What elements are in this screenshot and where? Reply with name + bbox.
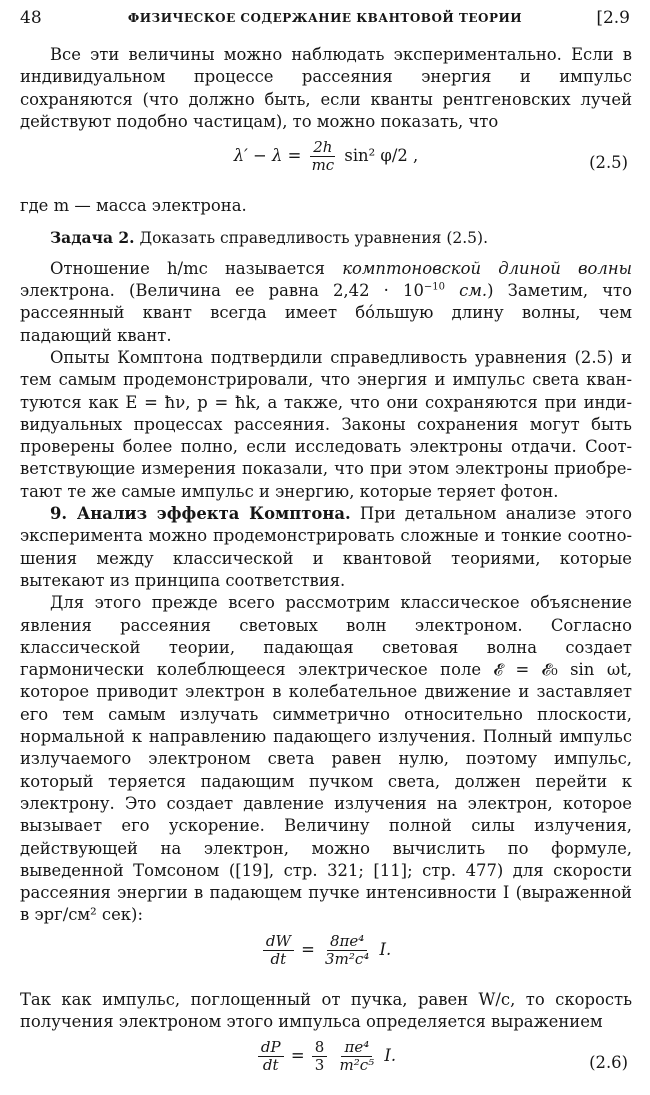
task-2 (20, 227, 632, 249)
section-9-title: 9. Анализ эффекта Комптона. (50, 504, 351, 524)
paragraph-3: Отношение h/mc называется комптоновской длиной волны электрона. (Величина ее равна $2,42 \cdot 10^{-10}$ см.) Заметим, что рассеянный квант всегда имеет бо́льшую длину волны, чем падающий квант. (20, 258, 633, 345)
task-text: Доказать справедливость уравнения (2.5). (139, 229, 489, 248)
eq-2-6-coefficient: $\frac{8}{3}$ (312, 1039, 328, 1074)
equation-2-6: $\frac{dP}{dt}$ = $\frac{8}{3}$ $\frac{\text{πe⁴}}{\text{m²c⁵}}$ I. (2.6) (20, 1039, 632, 1089)
page-number: 48 (20, 8, 42, 28)
page-body (20, 44, 632, 1095)
eq-2-5-lhs: λ′ − λ = (233, 146, 302, 166)
running-title: ФИЗИЧЕСКОЕ СОДЕРЖАНИЕ КВАНТОВОЙ ТЕОРИИ (127, 11, 523, 25)
eq-2-6-rhs-fraction: $\frac{\text{πe⁴}}{\text{m²c⁵}}$ (339, 1038, 375, 1075)
paragraph-1: Все эти величины можно наблюдать экспериментально. Если в индивидуальном процессе рассеяния энергия и импульс сохраняются (что должно быть, если кванты рентгеновских лучей действуют подобно частицам), то можно показать, что (20, 45, 632, 131)
eq-2-6-lhs-fraction: $\frac{dP}{dt}$ (258, 1039, 284, 1074)
paragraph-6: Так как импульс, поглощенный от пучка, равен W/c, то скорость получения электроном этого импульса определяется выражением (20, 989, 632, 1031)
page-header (20, 8, 630, 28)
section-9-paragraph: 9. Анализ эффекта Комптона. При детальном анализе этого эксперимента можно продемонстрировать сложные и тонкие соотношения между классической и квантовой теориями, которые вытекают из принципа соответствия. (20, 504, 632, 590)
equation-2-5 (20, 139, 632, 189)
equation-number-2-6: (2.6) (589, 1053, 628, 1073)
eq-dw-rhs-fraction: $\frac{\text{8πe⁴}}{\text{3m²c⁴}}$ (325, 931, 370, 968)
paragraph-5: Для этого прежде всего рассмотрим классическое объяснение явления рассеяния световых волн электроном. Согласно классической теории, падающая световая волна создает гармонически колеблющееся электрическое поле 𝓔 = 𝓔₀ sin ωt, которое приводит электрон в колебательное движение и заставляет его тем самым излучать симметрично относительно плоскости, нормальной к направлению падающего излучения. Полный импульс излучаемого электроном света равен нулю, поэтому импульс, который теряется падающим пучком света, должен перейти к электрону. Это создает давление излучения на электрон, которое вызывает его ускорение. Величину полной силы излучения, действующей на электрон, можно вычислить по формуле, выведенной Томсоном ([19], стр. 321; [11]; стр. 477) для скорости рассеяния энергии в падающем пучке интенсивности I (выраженной в эрг/см² сек): (20, 593, 632, 925)
section-reference: [2.9 (596, 8, 630, 28)
equation-number-2-5: (2.5) (589, 153, 628, 173)
compton-wavelength-term: комптоновской длиной волны (342, 258, 633, 278)
eq-dw-lhs-fraction: $\frac{dW}{dt}$ (263, 933, 294, 968)
paragraph-4: Опыты Комптона подтвердили справедливость уравнения (2.5) и тем самым продемонстрировали, что энергия и импульс света квантуются как E = ħν, p = ħk, а также, что они сохраняются при индивидуальных процессах рассеяния. Законы сохранения могут быть проверены более полно, если исследовать электроны отдачи. Соответствующие измерения показали, что при этом электроны приобретают те же самые импульс и энергию, которые теряет фотон. (20, 347, 632, 501)
task-label: Задача 2. (50, 228, 135, 248)
equation-dw-dt: $\frac{dW}{dt}$ = $\frac{\text{8πe⁴}}{\text{3m²c⁴}}$ I. (20, 933, 632, 983)
eq-2-5-rhs: sin² φ/2 , (344, 146, 419, 166)
eq-2-5-fraction: $\frac{2h}{mc}$ (311, 138, 335, 175)
paragraph-2: где m — масса электрона. (20, 196, 247, 216)
